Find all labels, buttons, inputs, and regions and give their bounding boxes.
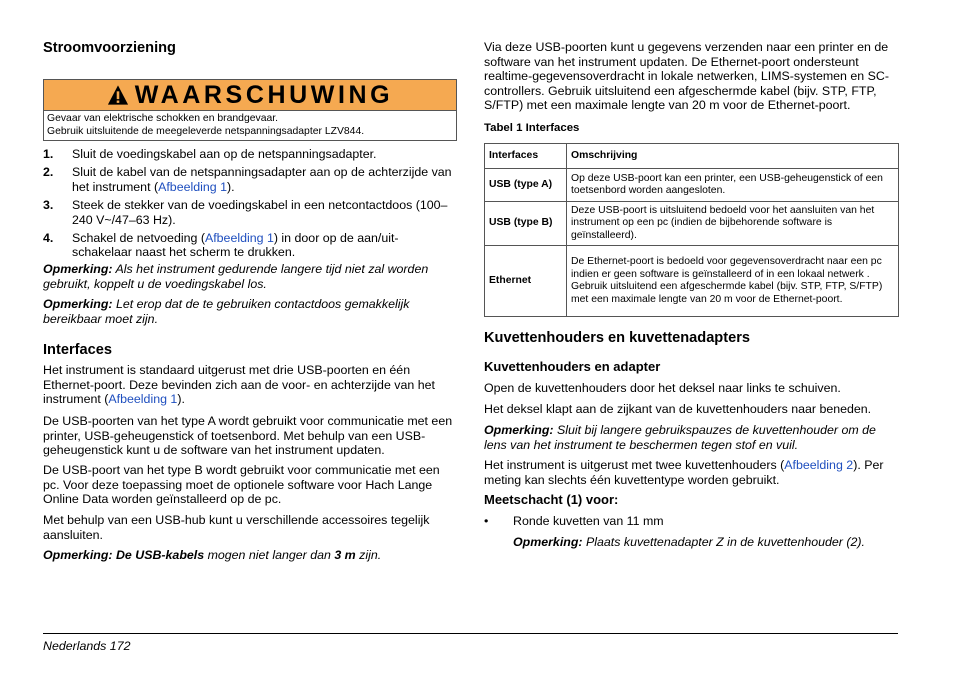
note-text: mogen niet langer dan [204,548,335,562]
step-text: ). [227,179,235,194]
cuvette-subheading: Kuvettenhouders en adapter [484,359,661,374]
cuvette-para-1: Open de kuvettenhouders door het deksel naar links te schuiven. [484,381,841,395]
note-label: Opmerking: De USB-kabels [43,548,205,562]
warning-box [43,79,457,141]
interfaces-table [484,143,899,317]
warning-triangle-icon [107,84,129,106]
table-value-cell: Deze USB-poort is uitsluitend bedoeld voor het aansluiten van het instrument op een pc (indien de bijbehorende software is geïnstalleerd). [567,202,899,246]
table-key-cell: Ethernet [485,246,567,317]
para-text: ). [177,392,185,406]
table-value-cell: Op deze USB-poort kan een printer, een USB-geheugenstick of een toetsenbord worden aangesloten. [567,169,899,202]
cuvette-para-2: Het deksel klapt aan de zijkant van de kuvettenhouders naar beneden. [484,402,872,416]
figure-link[interactable]: Afbeelding 1 [108,392,178,406]
step-text: Schakel de netvoeding ( [72,230,205,245]
table-header-row [485,144,899,169]
cuvette-para-3 [484,458,898,487]
step-number: 2. [43,165,54,180]
table-header-cell: Interfaces [485,144,567,169]
step-text: Sluit de kabel van de netspanningsadapter aan op de achterzijde van het instrument ( [72,165,452,194]
warning-line: Gevaar van elektrische schokken en brandgevaar. [47,113,279,124]
table-value-cell: De Ethernet-poort is bedoeld voor gegevensoverdracht naar een pc indien er geen software is geïnstalleerd of in een lokaal netwerk . Gebruik uitsluitend een afgeschermde kabel (bijv. STP, FTP, S/FTP) met een maximale lengte van 20 m voor de Ethernet-poort. [567,246,899,317]
table-row [485,169,899,202]
usb-intro-para: Via deze USB-poorten kunt u gegevens verzenden naar een printer en de software van het instrument updaten. De Ethernet-poort ondersteunt realtime-gegevensoverdracht in lokale netwerken, LIMS-systemen en SC-controllers. Gebruik uitsluitend een afgeschermde kabel (bijv. STP, FTP, S/FTP) met een maximale lengte van 20 m voor de Ethernet-poort. [484,40,889,112]
footer-divider [43,633,898,634]
step-text: Sluit de voedingskabel aan op de netspanningsadapter. [72,147,377,161]
note-text: zijn. [355,548,382,562]
note-dust [484,423,898,452]
note-label: Opmerking: [513,535,583,549]
cuvette-heading: Kuvettenhouders en kuvettenadapters [484,330,750,346]
para-text: ). Per meting kan slechts één kuvettentype worden gebruikt. [484,458,884,487]
bullet-dot: • [484,514,489,528]
note-text: Plaats kuvettenadapter Z in de kuvettenhouder (2). [582,535,865,549]
meet-heading: Meetschacht (1) voor: [484,492,619,507]
note-text: Als het instrument gedurende langere tijd niet zal worden gebruikt, koppelt u de voedingskabel los. [43,262,429,291]
footer-page-number: Nederlands 172 [43,639,131,653]
table-row [485,202,899,246]
figure-link[interactable]: Afbeelding 1 [158,179,227,194]
note-unplug [43,262,457,291]
interfaces-para-1 [43,363,457,407]
step-item [43,198,457,227]
warning-line: Gebruik uitsluitende de meegeleverde netspanningsadapter LZV844. [47,125,365,137]
note-text: Sluit bij langere gebruikspauzes de kuvettenhouder om de lens van het instrument te beschermen tegen stof en vuil. [484,423,876,452]
interfaces-heading: Interfaces [43,342,112,358]
interfaces-para-3: De USB-poort van het type B wordt gebruikt voor communicatie met een pc. Voor deze toepassing moet de optionele software voor Hach Lange Online Data worden geïnstalleerd op de pc. [43,463,440,506]
step-number: 3. [43,198,54,213]
note-outlet [43,297,457,326]
note-text: Let erop dat de te gebruiken contactdoos gemakkelijk bereikbaar moet zijn. [43,297,410,326]
interfaces-para-2: De USB-poorten van het type A wordt gebruikt voor communicatie met een printer, USB-geheugenstick of toetsenbord. Met behulp van een USB-geheugenstick kunt u de software van het instrument updaten. [43,414,453,457]
para-text: Het instrument is uitgerust met twee kuvettenhouders ( [484,458,785,472]
warning-title: WAARSCHUWING [134,81,394,109]
note-bold: 3 m [334,548,356,562]
step-number: 1. [43,147,54,161]
warning-body [44,111,456,140]
note-adapter [513,535,898,550]
table-key-cell: USB (type B) [485,202,567,246]
para-text: Het instrument is standaard uitgerust met drie USB-poorten en één Ethernet-poort. Deze bevinden zich aan de voor- en achterzijde van het instrument ( [43,363,435,406]
figure-link[interactable]: Afbeelding 2 [784,458,854,472]
power-heading: Stroomvoorziening [43,40,176,56]
step-item [43,147,457,162]
note-label: Opmerking: [484,423,554,437]
figure-link[interactable]: Afbeelding 1 [204,230,274,245]
power-steps-list [43,147,457,264]
step-text: Steek de stekker van de voedingskabel in een netcontactdoos (100–240 V~/47–63 Hz). [72,198,448,227]
interfaces-para-4: Met behulp van een USB-hub kunt u verschillende accessoires tegelijk aansluiten. [43,513,430,542]
bullet-text: Ronde kuvetten van 11 mm [513,514,664,528]
step-item [43,231,457,260]
warning-header [44,80,456,111]
note-label: Opmerking: [43,262,113,276]
table-key-cell: USB (type A) [485,169,567,202]
table-caption: Tabel 1 Interfaces [484,122,580,134]
note-label: Opmerking: [43,297,113,311]
step-text: ) in door op de aan/uit-schakelaar naast het scherm te drukken. [72,230,399,260]
note-usb-cables [43,548,457,563]
step-item [43,165,457,194]
table-header-cell: Omschrijving [567,144,899,169]
step-number: 4. [43,230,54,245]
table-row [485,246,899,317]
